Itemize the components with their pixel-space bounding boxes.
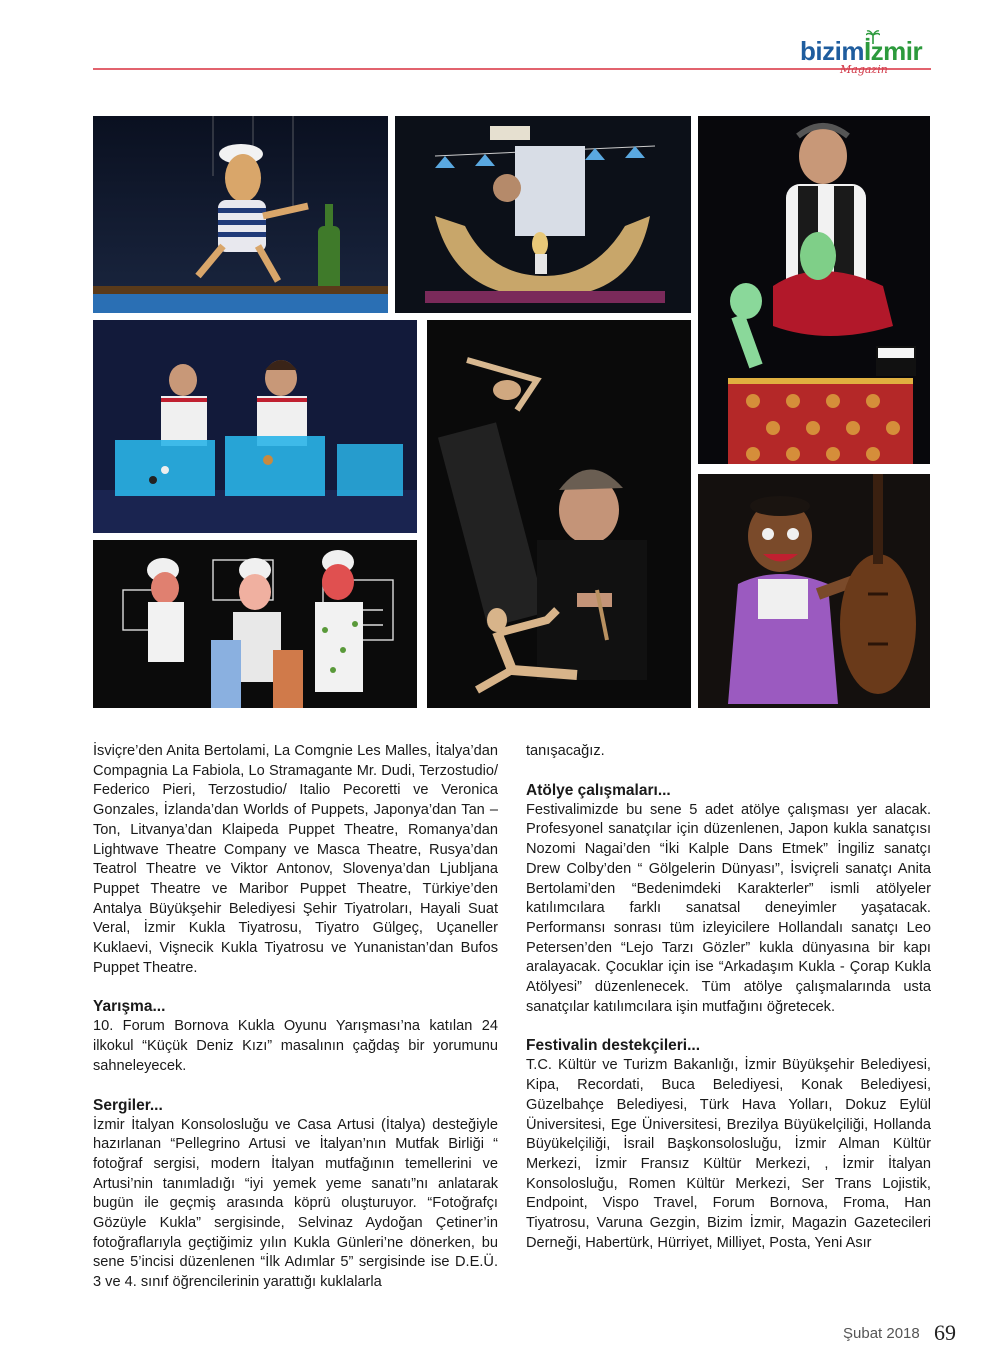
supporters-paragraph: T.C. Kültür ve Turizm Bakanlığı, İzmir Büyükşehir Belediyesi, Kipa, Recordati, Buca Belediyesi, Konak Belediyesi, Güzelbahçe Belediyesi, Türk Hava Yolları, Dokuz Eylül Üniversitesi, Ege Üniversitesi, Brezilya Büyükelçiliği, Hollanda Büyükelçiliği, İsrail Başkonsolosluğu, İzmir Alman Kültür Merkezi, İzmir Fransız Kültür Merkezi, , İzmir İtalyan Konsolosluğu, Romen Kültür Merkezi, Ser Trans Lojistik, Endpoint, Vispo Travel, Forum Bornova, Froma, Han Tiyatrosu, Varuna Gezgin, Bizim İzmir, Magazin Gazetecileri Derneği, Habertürk, Hürriyet, Milliyet, Posta, Yeni Asır: [526, 1057, 931, 1251]
left-text-column: [93, 742, 498, 1293]
aquarium-puppeteers-photo: [93, 320, 417, 533]
london-boat-puppet-photo: [395, 116, 691, 313]
marionette-sailor-photo: [93, 116, 388, 313]
logo-subtitle: Magazin: [840, 63, 888, 76]
cello-puppet-photo: [698, 474, 930, 708]
ventriloquist-parrot-photo: [698, 116, 930, 464]
logo-text-b: İzmir: [863, 36, 923, 66]
right-text-column: [526, 742, 931, 1253]
continuation-paragraph: tanışacağız.: [526, 743, 605, 759]
wooden-marionette-photo: [427, 320, 691, 708]
exhibitions-paragraph: İzmir İtalyan Konsolosluğu ve Casa Artusi (İtalya) desteğiyle hazırlanan “Pellegrino Artusi ve İtalyan’nın Mutfak Birliği “ fotoğraf sergisi, modern İtalyan mutfağının temellerini ve Artusi’nin tanımladığı “iyi yemek yeme sanatı”nı anlatarak bugün ile geçmiş arasında köprü oluşturuyor. “Fotoğrafçı Gözüyle Kukla” sergisinde, Selvinaz Aydoğan Çetiner’in fotoğraflarıyla geçtiğimiz yılın Kukla Günleri’ne dönerken, bu sene 5’incisi düzenlenen “İlk Adımlar 5” sergisinde ise D.E.Ü. 3 ve 4. sınıf öğrencilerinin yarattığı kuklalarla: [93, 1116, 498, 1291]
logo-text-a: bizim: [800, 36, 864, 66]
palm-tree-icon: [866, 30, 880, 44]
exhibitions-heading: Sergiler...: [93, 1096, 163, 1114]
magazine-logo[interactable]: [800, 36, 940, 82]
page-number: 69: [934, 1320, 956, 1345]
issue-month: Şubat 2018: [843, 1325, 920, 1342]
chef-puppets-photo: [93, 540, 417, 708]
competition-heading: Yarışma...: [93, 998, 166, 1016]
supporters-heading: Festivalin destekçileri...: [526, 1037, 701, 1055]
workshops-heading: Atölye çalışmaları...: [526, 781, 671, 799]
competition-paragraph: 10. Forum Bornova Kukla Oyunu Yarışması’na katılan 24 ilkokul “Küçük Deniz Kızı” masalının çağdaş bir yorumunu sahneleyecek.: [93, 1018, 498, 1074]
workshops-paragraph: Festivalimizde bu sene 5 adet atölye çalışması yer alacak. Profesyonel sanatçılar için düzenlenen, Japon kukla sanatçısı Nozomi Nagai’den “İki Kalple Dans Etmek” İngiliz sanatçı Drew Colby’den “ Gölgelerin Dünyası”, İsviçreli sanatçı Anita Bertolami’den “Bedenimdeki Karakterler” ismli atölyeler katılımcılara farklı sanatsal deneyimler yaşatacak. Performansı sonrası tüm izleyicilere Hollandalı sanatçı Leo Petersen’den “Lejo Tarzı Gözler” kukla dünyasına bir kapı aralayacak. Çocuklar için ise “Arkadaşım Kukla - Çorap Kukla Atölyesi” düzenlenecek. Tüm atölye çalışmalarında usta sanatçılar katılımcılara işin mutfağını öğretecek.: [526, 801, 931, 1015]
participants-paragraph: İsviçre’den Anita Bertolami, La Comgnie Les Malles, İtalya’dan Compagnia La Fabiola, Lo Stramagante Mr. Dudi, Terzostudio/ Federico Pieri, Terzostudio/ Italio Pecoretti ve Veronica Gonzales, İzlanda’dan Worlds of Puppets, Japonya’dan Tan – Ton, Litvanya’dan Klaipeda Puppet Theatre, Romanya’dan Lightwave Theatre Company ve Masca Theatre, Rusya’dan Teatrol Theatre ve Viktor Antonov, Slovenya’dan Ljubljana Puppet Theatre ve Maribor Puppet Theatre, Türkiye’den Antalya Büyükşehir Belediyesi Şehir Tiyatroları, Hayali Suat Veral, İzmir Kukla Tiyatrosu, Tiyatro Gülgeç, Uçaneller Kuklaevi, Vişnecik Kukla Tiyatrosu ve Yunanistan’dan Bufos Puppet Theatre.: [93, 743, 498, 976]
